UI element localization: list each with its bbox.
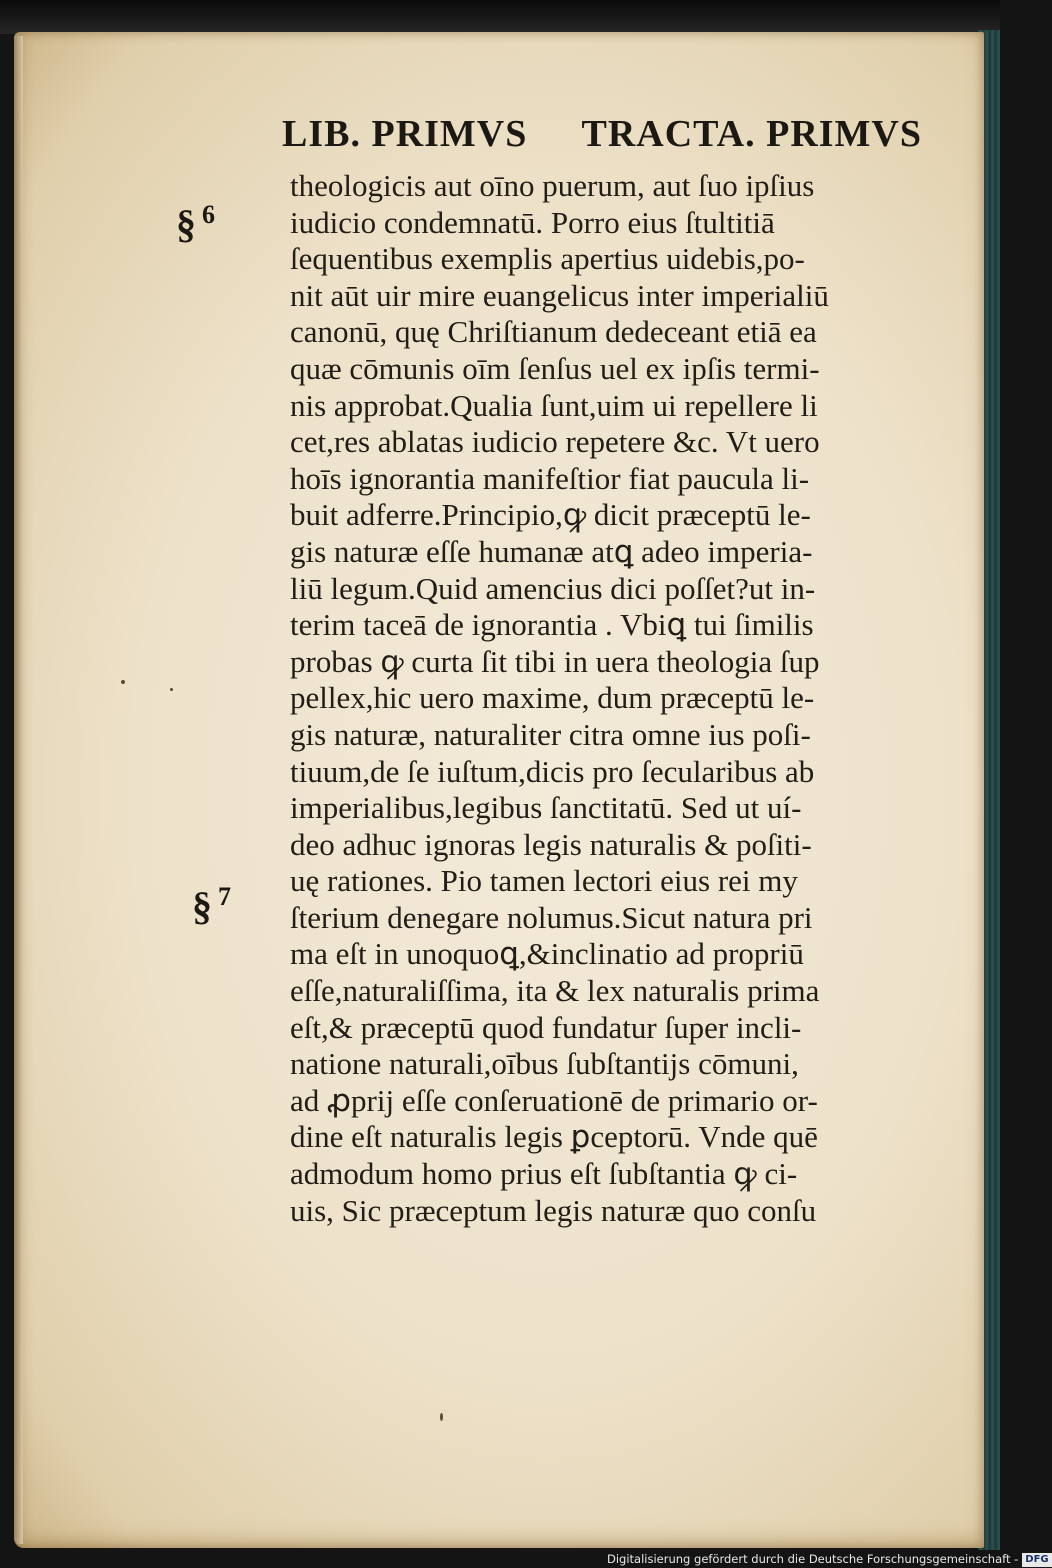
running-head	[282, 112, 922, 156]
text-line: probas ꝙ curta ſit tibi in uera theologia ſup	[290, 643, 820, 679]
text-line: ſterium denegare nolumus.Sicut natura pri	[290, 899, 813, 935]
scan-top-border	[0, 0, 1000, 34]
credit-text: Digitalisierung gefördert durch die Deutsche Forschungsgemeinschaft -	[607, 1552, 1019, 1566]
text-line: liū legum.Quid amencius dici poſſet?ut in-	[290, 570, 816, 606]
text-line: hoīs ignorantia manifeſtior fiat paucula li-	[290, 460, 810, 496]
text-line: tiuum,de ſe iuſtum,dicis pro ſecularibus ab	[290, 753, 815, 789]
margin-section-6	[176, 200, 215, 247]
text-line: ſequentibus exemplis apertius uidebis,po-	[290, 241, 805, 277]
text-line: nis approbat.Qualia ſunt,uim ui repellere li	[290, 387, 818, 423]
section-number: 6	[202, 200, 215, 229]
text-line: pellex,hic uero maxime, dum præceptū le-	[290, 680, 815, 716]
text-line: cet,res ablatas iudicio repetere &c. Vt uero	[290, 424, 820, 460]
text-line: ma eſt in unoquoꝗ,&inclinatio ad propriū	[290, 936, 804, 972]
text-line: terim taceā de ignorantia . Vbiꝗ tui ſimilis	[290, 607, 814, 643]
text-line: nit aūt uir mire euangelicus inter imperialiū	[290, 277, 829, 313]
running-head-left: LIB. PRIMVS	[282, 113, 528, 155]
text-line: buit adferre.Principio,ꝙ dicit præceptū le-	[290, 497, 811, 533]
text-line: eſt,& præceptū quod fundatur ſuper incli-	[290, 1009, 802, 1045]
paper-speck	[170, 688, 173, 691]
section-symbol-icon: §	[192, 883, 212, 929]
text-line: natione naturali,oībus ſubſtantijs cōmuni,	[290, 1046, 799, 1082]
body-text	[290, 168, 938, 1229]
text-line: eſſe,naturaliſſima, ita & lex naturalis prima	[290, 973, 820, 1009]
text-line: dine eſt naturalis legis ꝑceptorū. Vnde quē	[290, 1119, 818, 1155]
dfg-logo: DFG	[1022, 1553, 1051, 1567]
text-line: imperialibus,legibus ſanctitatū. Sed ut uí-	[290, 790, 802, 826]
text-line: uę rationes. Pio tamen lectori eius rei my	[290, 863, 798, 899]
page-gutter-edge	[14, 36, 23, 1544]
text-line: gis naturæ eſſe humanæ atꝗ adeo imperia-	[290, 533, 813, 569]
text-line: ad ꝓprij eſſe conſeruationē de primario or-	[290, 1082, 818, 1118]
paper-speck	[440, 1413, 443, 1421]
running-head-right: TRACTA. PRIMVS	[581, 113, 922, 155]
text-line: canonū, quę Chriſtianum dedeceant etiā ea	[290, 314, 817, 350]
margin-section-7	[192, 882, 231, 929]
section-symbol-icon: §	[176, 201, 196, 247]
text-line: theologicis aut oīno puerum, aut ſuo ipſius	[290, 168, 815, 203]
text-line: iudicio condemnatū. Porro eius ſtultitiā	[290, 204, 775, 240]
text-line: uis, Sic præceptum legis naturæ quo conſu	[290, 1192, 817, 1228]
text-line: admodum homo prius eſt ſubſtantia ꝙ ci-	[290, 1156, 798, 1192]
paper-speck	[121, 680, 125, 684]
text-line: deo adhuc ignoras legis naturalis & poſiti-	[290, 826, 812, 862]
text-line: quæ cōmunis oīm ſenſus uel ex ipſis termi-	[290, 350, 820, 386]
digitization-credit	[607, 1550, 1052, 1568]
text-line: gis naturæ, naturaliter citra omne ius poſi-	[290, 716, 811, 752]
section-number: 7	[218, 882, 231, 911]
